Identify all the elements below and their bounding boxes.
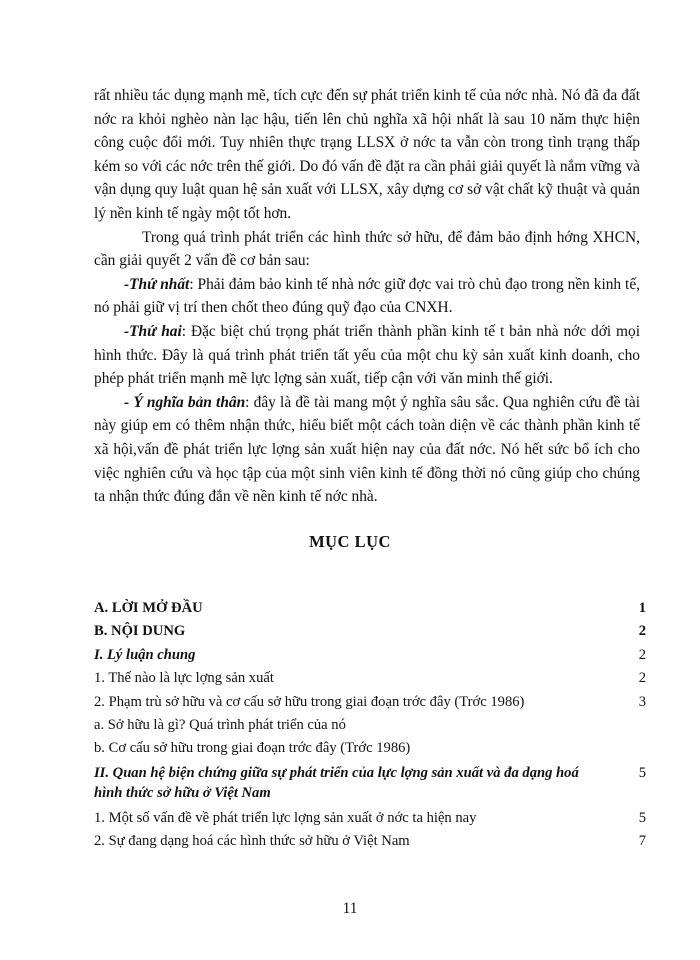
toc-item-page: 2	[638, 646, 646, 663]
toc-item-page: 3	[638, 693, 646, 710]
toc-item-text: 2. Phạm trù sở hữu và cơ cấu sở hữu trong giai đoạn trớc đây (Trớc 1986)	[94, 693, 525, 710]
toc-item	[94, 761, 646, 807]
toc-item	[94, 714, 646, 737]
personal-meaning-label: - Ý nghĩa bản thân	[124, 393, 246, 411]
second-point-label: -Thứ hai	[124, 322, 182, 340]
paragraph-second-point	[94, 320, 640, 391]
toc-item-text: 1. Một số vấn đề về phát triển lực lợng sản xuất ở nớc ta hiện nay	[94, 809, 477, 826]
page-number: 11	[342, 900, 358, 917]
toc-title: MỤC LỤC	[309, 532, 391, 551]
toc-item-text: A. LỜI MỞ ĐẦU	[94, 600, 203, 616]
toc-item-page: 7	[638, 833, 646, 850]
toc-item-page: 5	[638, 764, 646, 781]
toc-item-text: b. Cơ cấu sở hữu trong giai đoạn trớc đây (Trớc 1986)	[94, 740, 411, 757]
toc-item-page: 1	[638, 600, 646, 616]
toc-item-text: a. Sở hữu là gì? Quá trình phát triển của nó	[94, 716, 346, 733]
second-point-text: : Đặc biệt chú trọng phát triển thành phần kinh tế t bản nhà nớc dới mọi hình thức. Đây là quá trình phát triển tất yếu của một chu kỳ sản xuất kinh doanh, cho phép phát triển mạnh mẽ lực lợng sản xuất, tiếp cận với văn minh thế giới.	[94, 322, 641, 388]
toc-item-text: 2. Sự đang dạng hoá các hình thức sở hữu ở Việt Nam	[94, 833, 410, 850]
first-point-text: : Phải đảm bảo kinh tế nhà nớc giữ đợc vai trò chủ đạo trong nền kinh tế, nó phải giữ vị trí then chốt theo đúng quỹ đạo của CNXH.	[94, 275, 640, 317]
toc-item-text: B. NỘI DUNG	[94, 623, 186, 640]
toc-item	[94, 667, 646, 690]
toc-item-page: 2	[638, 670, 646, 687]
toc-item	[94, 691, 646, 714]
toc-item	[94, 737, 646, 760]
paragraph-first-point	[94, 273, 640, 320]
personal-meaning-text: : đây là đề tài mang một ý nghĩa sâu sắc. Qua nghiên cứu đề tài này giúp em có thêm nhận thức, hiểu biết một cách toàn diện về các thành phần kinh tế xã hội,vấn đề phát triển lực lợng sản xuất hiện nay của đất nớc. Nó hết sức bổ ích cho việc nghiên cứu và học tập của một sinh viên kinh tế đồng thời nó cũng giúp cho chúng ta nhận thức đúng đắn về nền kinh tế nớc nhà.	[94, 393, 640, 506]
toc-item-page: 5	[638, 809, 646, 826]
paragraph-personal-meaning	[94, 391, 640, 509]
toc-item-text: I. Lý luận chung	[94, 646, 196, 663]
toc-item-page: 2	[638, 623, 646, 640]
body-text	[94, 84, 640, 509]
toc-item	[94, 597, 646, 620]
toc-item	[94, 620, 646, 643]
first-point-label: -Thứ nhất	[124, 275, 190, 293]
paragraph-intro-continuation: rất nhiều tác dụng mạnh mẽ, tích cực đến sự phát triển kinh tế của nớc nhà. Nó đã đa đất nớc ra khỏi nghèo nàn lạc hậu, tiến lên chủ nghĩa xã hội nhất là sau 10 năm thực hiện công cuộc đổi mới. Tuy nhiên thực trạng LLSX ở nớc ta vẫn còn trong tình trạng thấp kém so với các nớc trên thế giới. Do đó vấn đề đặt ra cần phải giải quyết là nắm vững và vận dụng quy luật quan hệ sản xuất với LLSX, xây dựng cơ sở vật chất kỹ thuật và quản lý nền kinh tế ngày một tốt hơn.	[94, 87, 640, 222]
toc-item	[94, 807, 646, 830]
paragraph-ownership-orientation: Trong quá trình phát triển các hình thức sở hữu, để đảm bảo định hớng XHCN, cần giải quyết 2 vấn đề cơ bản sau:	[94, 228, 640, 270]
toc-item	[94, 830, 646, 853]
toc-item-text: II. Quan hệ biện chứng giữa sự phát triển của lực lợng sản xuất và đa dạng hoá hình thức sở hữu ở Việt Nam	[94, 764, 579, 801]
toc-item	[94, 644, 646, 667]
table-of-contents	[94, 597, 646, 854]
toc-item-text: 1. Thế nào là lực lợng sản xuất	[94, 670, 274, 687]
